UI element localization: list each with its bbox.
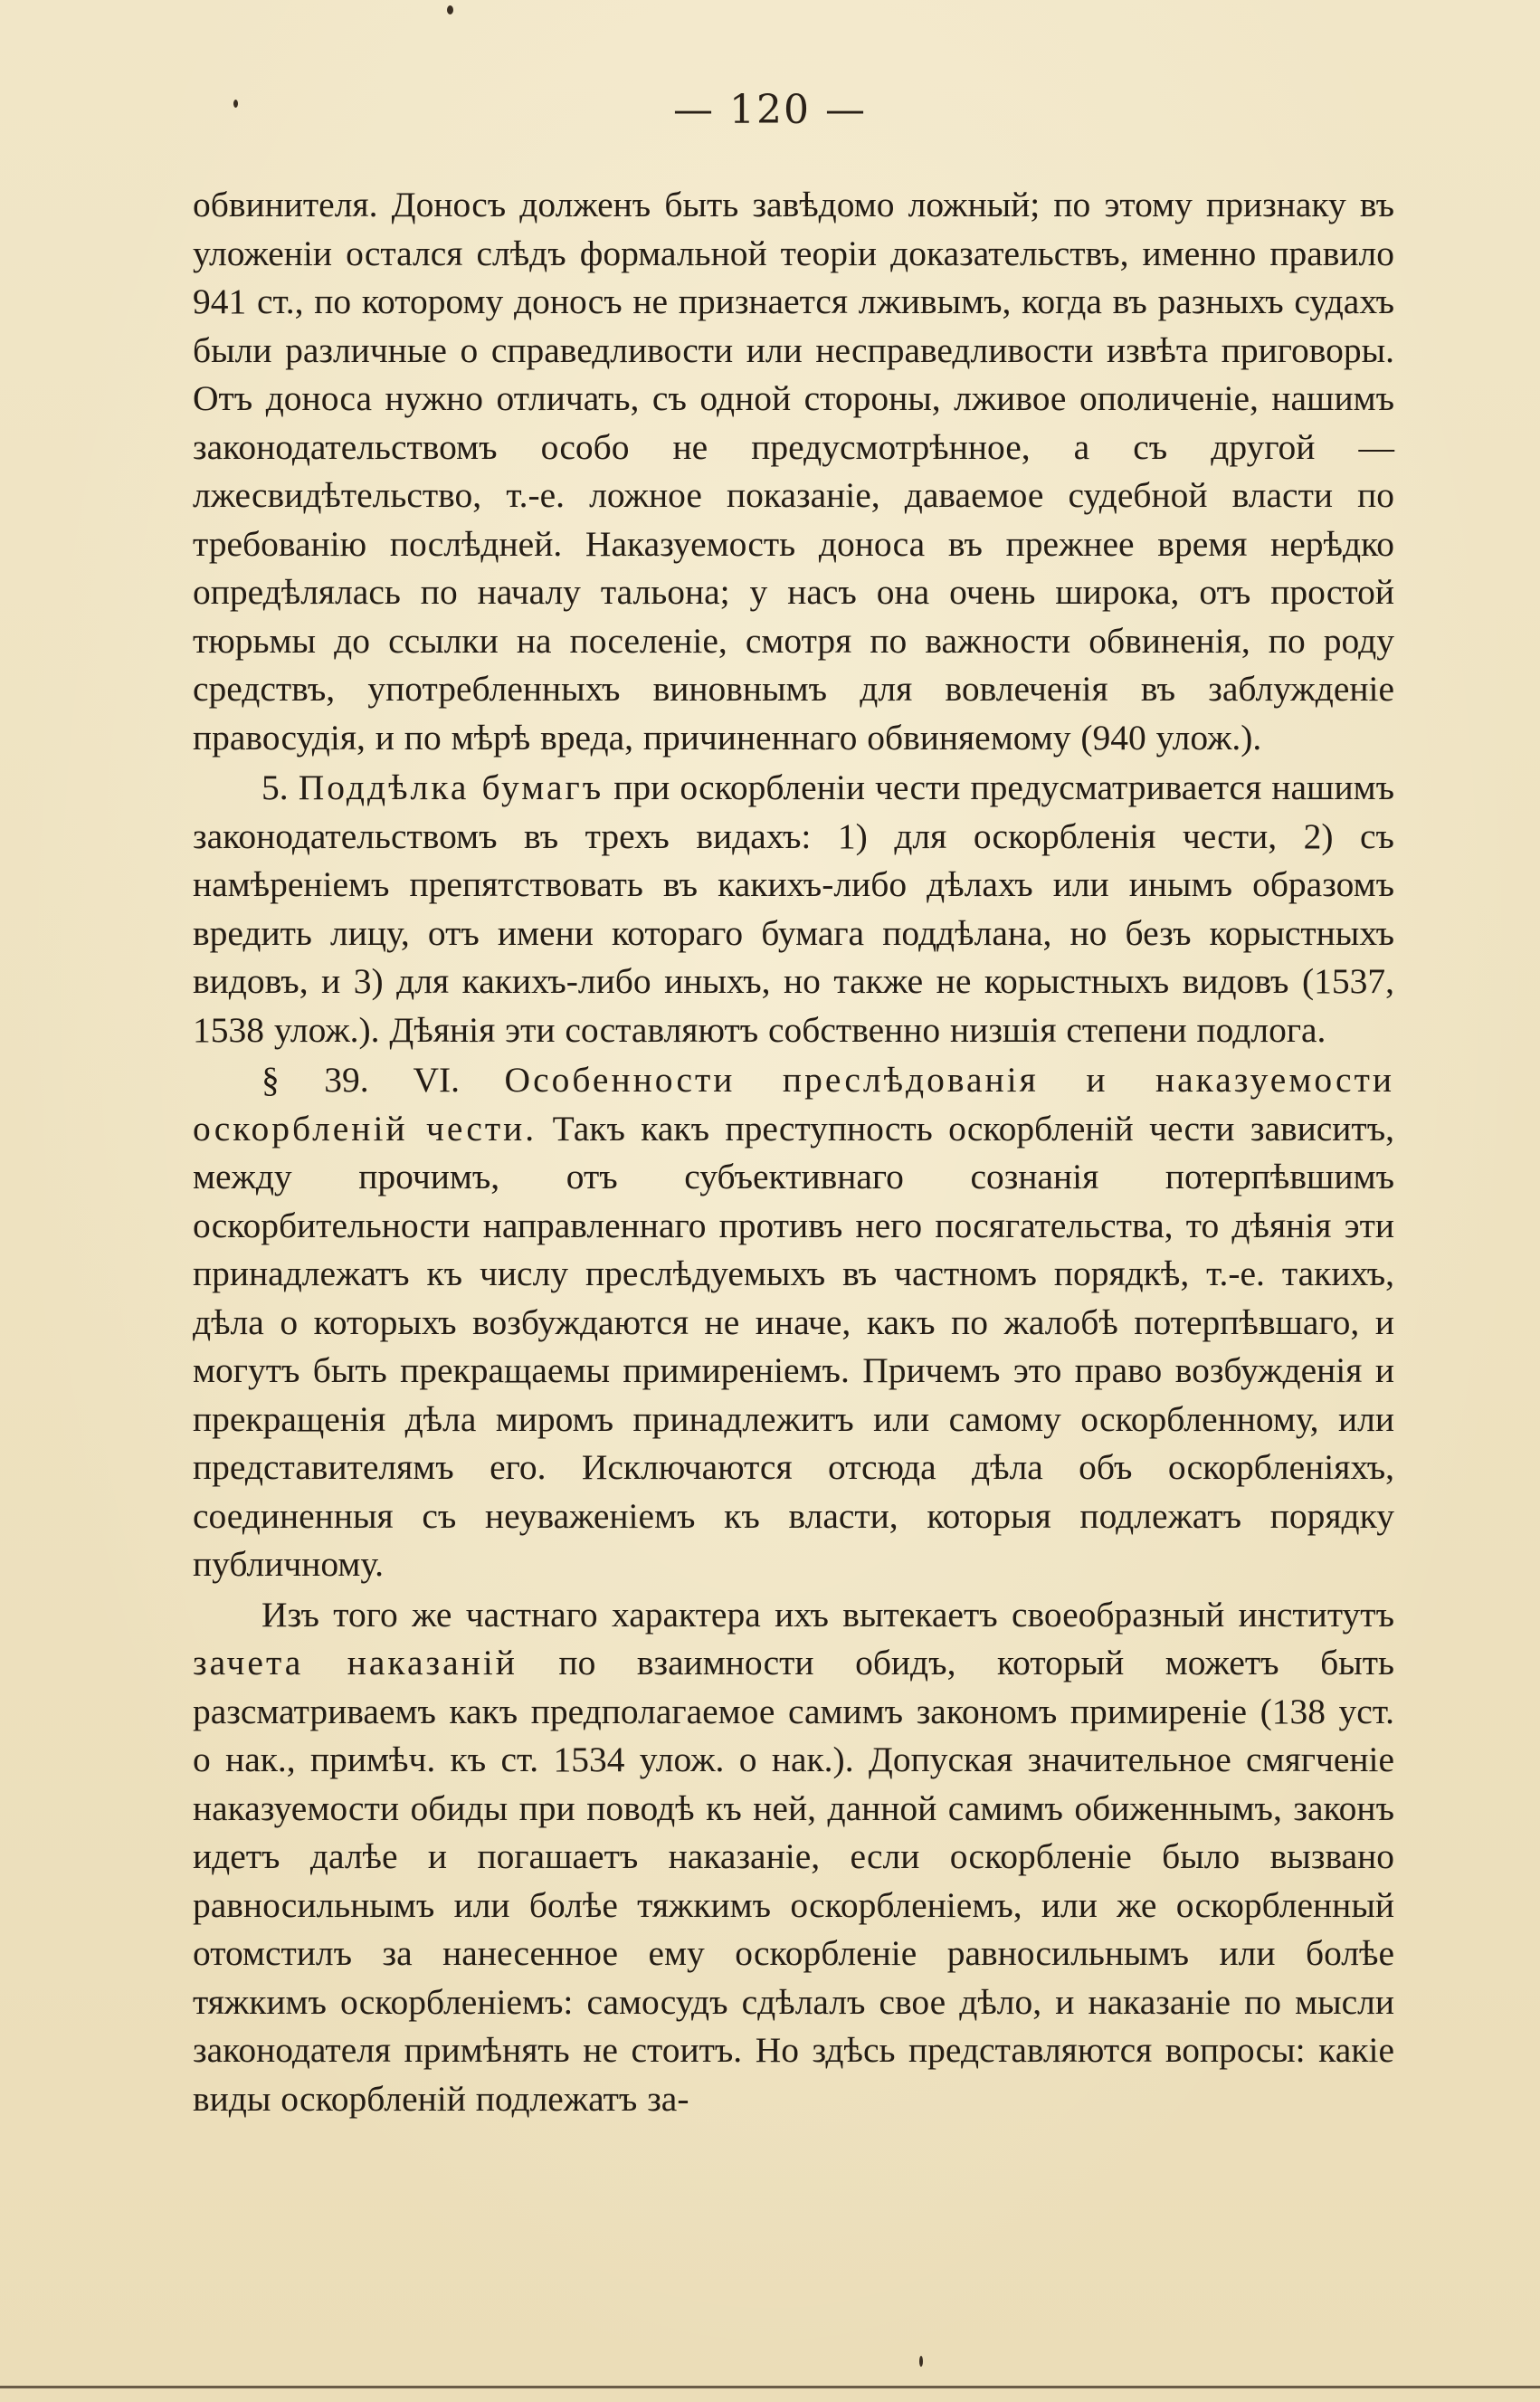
paragraph xyxy=(193,1591,1394,2124)
text-run: обвинителя. Доносъ долженъ быть завѣдомо ложный; по этому признаку въ уложеніи остался слѣдъ формальной теоріи доказательствъ, именно правило 941 ст., по которому доносъ не признается лживымъ, когда въ разныхъ судахъ были различные о справедливости или несправедливости извѣта приговоры. Отъ доноса нужно отличать, съ одной стороны, лживое ополиченіе, нашимъ законодательствомъ особо не предусмотрѣнное, а съ другой — лжесвидѣтельство, т.-е. ложное показаніе, даваемое судебной власти по требованію послѣдней. Наказуемость доноса въ прежнее время нерѣдко опредѣлялась по началу тальона; у насъ она очень широка, отъ простой тюрьмы до ссылки на поселеніе, смотря по важности обвиненія, по роду средствъ, употребленныхъ виновнымъ для вовлеченія въ заблужденіе правосудія, и по мѣрѣ вреда, причиненнаго обвиняемому (940 улож.). xyxy=(193,185,1394,758)
paragraph xyxy=(193,764,1394,1054)
spaced-heading-run: Поддѣлка бумагъ xyxy=(298,767,604,807)
ink-speck xyxy=(919,2356,923,2367)
text-run: 5. xyxy=(261,767,299,807)
text-run: Такъ какъ преступность оскорбленій чести зависитъ, между прочимъ, отъ субъективнаго сознанія потерпѣвшимъ оскорбительности направленнаго противъ него посягательства, то дѣянія эти принадлежатъ къ числу преслѣдуемыхъ въ частномъ порядкѣ, т.-е. такихъ, дѣла о которыхъ возбуждаются не иначе, какъ по жалобѣ потерпѣвшаго, и могутъ быть прекращаемы примиреніемъ. Причемъ это право возбужденія и прекращенія дѣла миромъ принадлежитъ или самому оскорбленному, или представителямъ его. Исключаются отсюда дѣла объ оскорбленіяхъ, соединенныя съ неуваженіемъ къ власти, которыя подлежатъ порядку публичному. xyxy=(193,1108,1394,1584)
page-bottom-edge xyxy=(0,2386,1540,2388)
body-text xyxy=(193,181,1394,2123)
paragraph xyxy=(193,181,1394,762)
spaced-term-run: зачета наказаній xyxy=(193,1643,518,1682)
ink-speck xyxy=(447,5,453,14)
text-run: по взаимности обидъ, который можетъ быть разсматриваемъ какъ предполагаемое самимъ закономъ примиреніе (138 уст. о нак., примѣч. къ ст. 1534 улож. о нак.). Допуская значительное смягченіе наказуемости обиды при поводѣ къ ней, данной самимъ обиженнымъ, законъ идетъ далѣе и погашаетъ наказаніе, если оскорбленіе было вызвано равносильнымъ или болѣе тяжкимъ оскорбленіемъ, или же оскорбленный отомстилъ за нанесенное ему оскорбленіе равносильнымъ или болѣе тяжкимъ оскорбленіемъ: самосудъ сдѣлалъ свое дѣло, и наказаніе по мысли законодателя примѣнять не стоитъ. Но здѣсь представляются вопросы: какіе виды оскорбленій подлежатъ за- xyxy=(193,1643,1394,2119)
section-paragraph xyxy=(193,1056,1394,1589)
page-number: — 120 — xyxy=(673,87,867,133)
section-number: § 39. VI. xyxy=(261,1060,505,1100)
text-run: Изъ того же частнаго характера ихъ вытекаетъ своеобразный институтъ xyxy=(261,1594,1394,1635)
ink-speck xyxy=(233,100,238,108)
text-run: при оскорбленіи чести предусматривается нашимъ законодательствомъ въ трехъ видахъ: 1) для оскорбленія чести, 2) съ намѣреніемъ препятствовать въ какихъ-либо дѣлахъ или инымъ образомъ вредить лицу, отъ имени котораго бумага поддѣлана, но безъ корыстныхъ видовъ, и 3) для какихъ-либо иныхъ, но также не корыстныхъ видовъ (1537, 1538 улож.). Дѣянія эти составляютъ собственно низшія степени подлога. xyxy=(193,767,1395,1050)
section-title: Особенности преслѣдованія и наказуемости оскорбленій чести. xyxy=(193,1060,1394,1149)
